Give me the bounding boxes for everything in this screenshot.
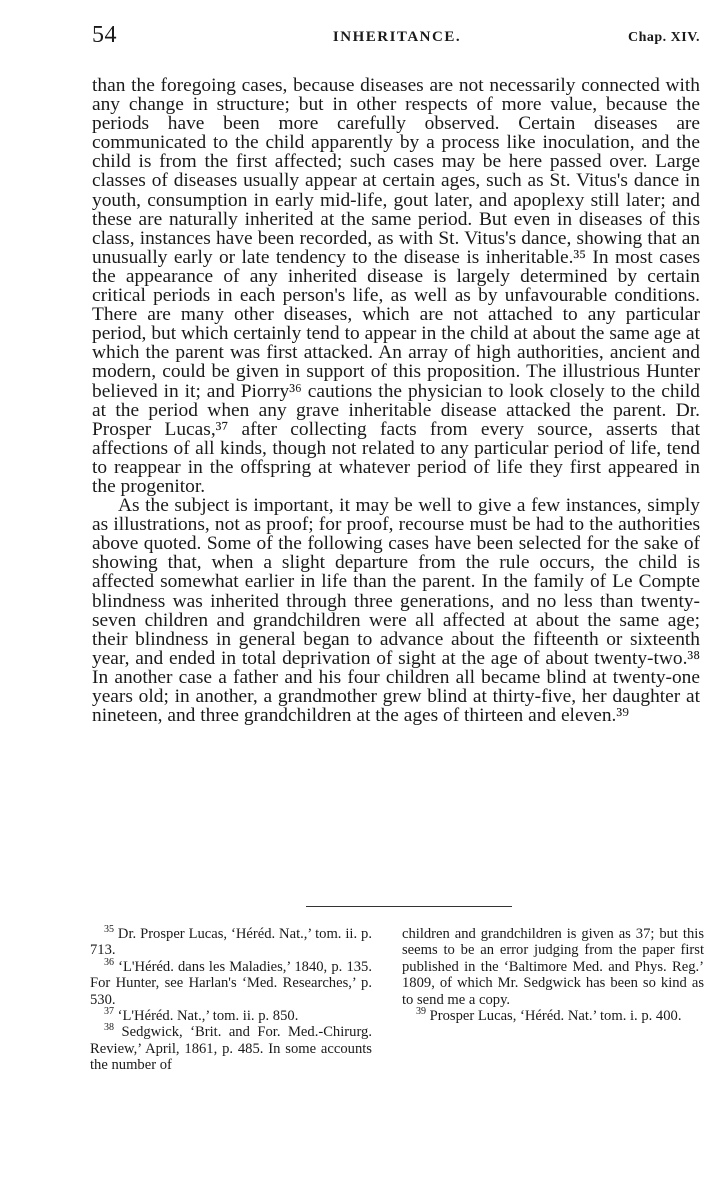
footnote-37 xyxy=(90,1008,372,1024)
footnote-text: Sedgwick, ‘Brit. and For. Med.-Chirurg. Review,’ April, 1861, p. 485. In some accounts the number of xyxy=(90,1024,372,1074)
page-header xyxy=(92,22,702,52)
footnotes-right-column xyxy=(402,926,704,1024)
footnote-divider xyxy=(306,906,512,907)
running-title: INHERITANCE. xyxy=(332,29,462,45)
footnotes-left-column xyxy=(90,926,372,1074)
chapter-label: Chap. XIV. xyxy=(627,30,700,45)
footnote-text: Prosper Lucas, ‘Héréd. Nat.’ tom. i. p. 400. xyxy=(429,1008,682,1025)
footnote-number: 35 xyxy=(104,924,114,936)
footnote-36 xyxy=(90,956,372,1008)
footnote-text: ‘L'Héréd. Nat.,’ tom. ii. p. 850. xyxy=(117,1008,299,1025)
page-number: 54 xyxy=(92,22,117,48)
footnote-number: 38 xyxy=(104,1022,114,1034)
footnote-38 xyxy=(90,1024,372,1073)
footnote-number: 37 xyxy=(104,1006,114,1018)
paragraph-2: As the subject is important, it may be well to give a few instances, simply as illustrations, not as proof; for proof, recourse must be had to the authorities above quoted. Some of the following cases have been selected for the sake of showing that, when a slight departure from the rule occurs, the child is affected somewhat earlier in life than the parent. In the family of Le Compte blindness was inherited through three generations, and no less than twenty-seven children and grandchildren were all affected at about the same age; their blindness in general began to advance about the fifteenth or sixteenth year, and ended in total deprivation of sight at the age of about twenty-two.³⁸ In another case a father and his four children all became blind at twenty-one years old; in another, a grandmother grew blind at thirty-five, her daughter at nineteen, and three grandchildren at the ages of thirteen and eleven.³⁹ xyxy=(92,495,700,727)
footnote-number: 39 xyxy=(416,1006,426,1018)
paragraph-1: than the foregoing cases, because diseases are not necessarily connected with any change in structure; but in other respects of more value, because the periods have been more carefully observed. Certain diseases are communicated to the child apparently by a process like inoculation, and the child is from the first affected; such cases may be here passed over. Large classes of diseases usually appear at certain ages, such as St. Vitus's dance in youth, consumption in early mid-life, gout later, and apoplexy still later; and these are naturally inherited at the same period. But even in diseases of this class, instances have been recorded, as with St. Vitus's dance, showing that an unusually early or late tendency to the disease is inheritable.³⁵ In most cases the appearance of any inherited disease is largely determined by certain critical periods in each person's life, as well as by unfavourable conditions. There are many other diseases, which are not attached to any particular period, but which certainly tend to appear in the child at about the same age at which the parent was first attacked. An array of high authorities, ancient and modern, could be given in support of this proposition. The illustrious Hunter believed in it; and Piorry³⁶ cautions the physician to look closely to the child at the period when any grave inheritable disease attacked the parent. Dr. Prosper Lucas,³⁷ after collecting facts from every source, asserts that affections of all kinds, though not related to any particular period of life, tend to reappear in the offspring at whatever period of life they first appeared in the progenitor. xyxy=(92,75,700,497)
main-text xyxy=(92,76,700,725)
footnote-35 xyxy=(90,926,372,959)
footnote-38-continued: children and grandchildren is given as 37; but this seems to be an error judging from the paper first published in the ‘Baltimore Med. and Phys. Reg.’ 1809, of which Mr. Sedgwick has been so kind as to send me a copy. xyxy=(402,926,704,1008)
footnote-39 xyxy=(402,1008,704,1024)
footnote-text: ‘L'Héréd. dans les Maladies,’ 1840, p. 135. For Hunter, see Harlan's ‘Med. Researches,’ p. 530. xyxy=(90,958,372,1008)
footnote-text: Dr. Prosper Lucas, ‘Héréd. Nat.,’ tom. ii. p. 713. xyxy=(90,926,372,959)
footnote-number: 36 xyxy=(104,956,114,968)
